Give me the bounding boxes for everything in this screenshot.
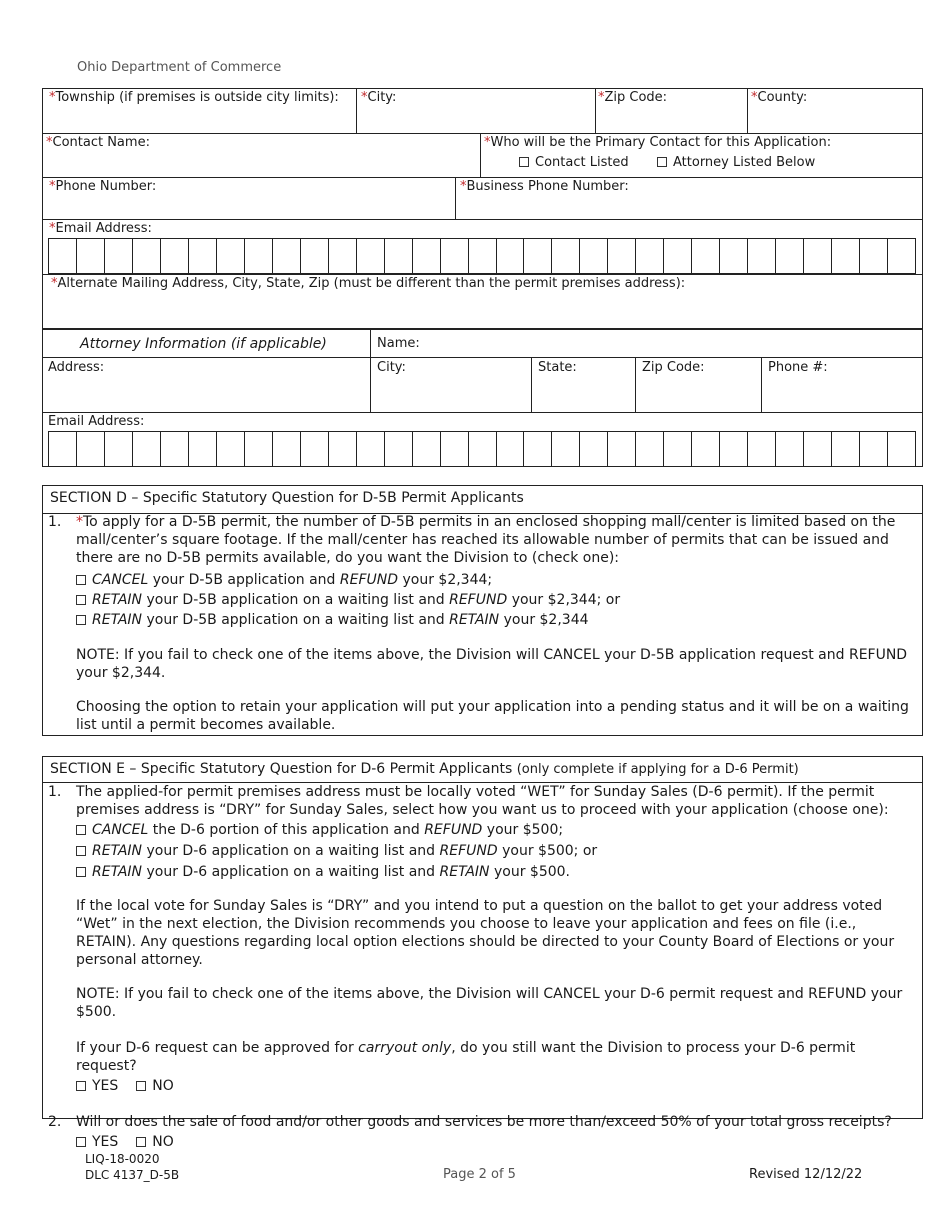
attorney-email-label: Email Address:: [48, 414, 145, 429]
attorney-state-field[interactable]: State:: [538, 360, 577, 375]
d-option-retain-retain[interactable]: RETAIN your D-5B application on a waiting list and RETAIN your $2,344: [42, 610, 912, 630]
contact-listed-checkbox[interactable]: [519, 157, 529, 167]
d-option-retain-refund[interactable]: RETAIN your D-5B application on a waiting list and REFUND your $2,344; or: [42, 590, 912, 610]
attorney-address-field[interactable]: Address:: [48, 360, 105, 375]
attorney-listed-checkbox[interactable]: [657, 157, 667, 167]
carryout-no-option[interactable]: NO: [136, 1078, 174, 1094]
section-e-title: SECTION E – Specific Statutory Question for D-6 Permit Applicants (only complete if applying for a D-6 Permit): [50, 761, 799, 777]
d-retain-retain-checkbox[interactable]: [76, 615, 86, 625]
section-e-question-1: The applied-for permit premises address must be locally voted “WET” for Sunday Sales (D-6 permit). If the permit premises address is “DRY” for Sunday Sales, select how you want us to proceed with your application (choose one):: [76, 784, 889, 818]
contact-info-block: [42, 88, 923, 329]
food-sales-yes-option[interactable]: YES: [76, 1134, 118, 1150]
food-sales-yes-checkbox[interactable]: [76, 1137, 86, 1147]
phone-field[interactable]: *Phone Number:: [49, 179, 157, 194]
business-phone-label: Business Phone Number:: [466, 179, 629, 194]
alt-mailing-label: Alternate Mailing Address, City, State, Zip (must be different than the permit premises address):: [57, 276, 686, 291]
e-retain-retain-checkbox[interactable]: [76, 867, 86, 877]
carryout-yes-option[interactable]: YES: [76, 1078, 118, 1094]
contact-name-label: Contact Name:: [52, 135, 150, 150]
city-label: City:: [367, 90, 397, 105]
attorney-zip-field[interactable]: Zip Code:: [642, 360, 705, 375]
carryout-no-checkbox[interactable]: [136, 1081, 146, 1091]
section-e-local-vote: If the local vote for Sunday Sales is “DRY” and you intend to put a question on the ballot to get your address voted “Wet” in the next election, the Division recommends you choose to leave your application and fees on file (i.e., RETAIN). Any questions regarding local option elections should be directed to your County Board of Elections or your personal attorney.: [76, 898, 895, 968]
attorney-email-input-grid[interactable]: [48, 431, 916, 467]
section-d-body: 1. *To apply for a D-5B permit, the number of D-5B permits in an enclosed shopping mall/center is limited based on the mall/center’s square footage. If the mall/center has reached its allowable number of permits that can be issued and there are no D-5B permits available, do you want the Division to (check one): CANCEL your D-5B application and REFUND your $2,344; RETAIN your D-5B application on a waiting list and REFUND your $2,344; or RETAIN your D-5B application on a waiting list and RETAIN your $2,344 NOTE: If you fail to check one of the items above, the Division will CANCEL your D-5B application request and REFUND your $2,344. Choosing the option to retain your application will put your application into a pending status and it will be on a waiting list until a permit becomes available.: [42, 513, 912, 734]
section-d-note: NOTE: If you fail to check one of the items above, the Division will CANCEL your D-5B application request and REFUND your $2,344.: [76, 647, 908, 681]
section-e-note: NOTE: If you fail to check one of the items above, the Division will CANCEL your D-6 permit request and REFUND your $500.: [76, 986, 903, 1020]
city-field[interactable]: *City:: [361, 90, 397, 105]
contact-name-field[interactable]: *Contact Name:: [46, 135, 150, 150]
attorney-name-field[interactable]: Name:: [377, 336, 420, 351]
attorney-phone-field[interactable]: Phone #:: [768, 360, 828, 375]
e-retain-refund-checkbox[interactable]: [76, 846, 86, 856]
e-option-retain-refund[interactable]: RETAIN your D-6 application on a waiting list and REFUND your $500; or: [42, 841, 912, 862]
township-label: Township (if premises is outside city limits):: [55, 90, 339, 105]
footer-form-id: LIQ-18-0020: [85, 1152, 160, 1166]
food-sales-answer-row: [42, 1133, 912, 1151]
business-phone-field[interactable]: *Business Phone Number:: [460, 179, 629, 194]
d-retain-refund-checkbox[interactable]: [76, 595, 86, 605]
section-e-carryout-question: If your D-6 request can be approved for carryout only, do you still want the Division to process your D-6 permit request?: [76, 1040, 856, 1074]
county-field[interactable]: *County:: [751, 90, 808, 105]
primary-contact-question: *Who will be the Primary Contact for this Application:: [484, 135, 832, 150]
e-cancel-refund-checkbox[interactable]: [76, 825, 86, 835]
carryout-yes-checkbox[interactable]: [76, 1081, 86, 1091]
attorney-section-title: Attorney Information (if applicable): [80, 336, 327, 352]
email-label: Email Address:: [55, 221, 152, 236]
department-name: Ohio Department of Commerce: [77, 60, 282, 75]
footer-page-number: Page 2 of 5: [443, 1167, 516, 1182]
food-sales-no-option[interactable]: NO: [136, 1134, 174, 1150]
alt-mailing-field[interactable]: *Alternate Mailing Address, City, State, Zip (must be different than the permit premises address):: [51, 276, 686, 291]
section-e-body: 1. The applied-for permit premises address must be locally voted “WET” for Sunday Sales (D-6 permit). If the permit premises address is “DRY” for Sunday Sales, select how you want us to proceed with your application (choose one): CANCEL the D-6 portion of this application and REFUND your $500; RETAIN your D-6 application on a waiting list and REFUND your $500; or RETAIN your D-6 application on a waiting list and RETAIN your $500. If the local vote for Sunday Sales is “DRY” and you intend to put a question on the ballot to get your address voted “Wet” in the next election, the Division recommends you choose to leave your application and fees on file (i.e., RETAIN). Any questions regarding local option elections should be directed to your County Board of Elections or your personal attorney. NOTE: If you fail to check one of the items above, the Division will CANCEL your D-6 permit request and REFUND your $500. If your D-6 request can be approved for carryout only, do you still want the Division to process your D-6 permit request? YES NO 2. Will or does the sale of food and/or other goods and services be more than/exceed 50% of your total gross receipts? YES NO: [42, 783, 912, 1151]
attorney-listed-option[interactable]: Attorney Listed Below: [657, 155, 815, 171]
contact-listed-option[interactable]: Contact Listed: [519, 155, 629, 171]
phone-label: Phone Number:: [55, 179, 157, 194]
zip-label: Zip Code:: [604, 90, 668, 105]
d-option-cancel-refund[interactable]: CANCEL your D-5B application and REFUND your $2,344;: [42, 570, 912, 590]
e-option-retain-retain[interactable]: RETAIN your D-6 application on a waiting list and RETAIN your $500.: [42, 862, 912, 883]
attorney-city-field[interactable]: City:: [377, 360, 406, 375]
carryout-answer-row: [42, 1077, 912, 1095]
footer-form-code: DLC 4137_D-5B: [85, 1168, 180, 1182]
section-e-question-2: Will or does the sale of food and/or other goods and services be more than/exceed 50% of your total gross receipts?: [76, 1114, 892, 1130]
section-d-title: SECTION D – Specific Statutory Question for D-5B Permit Applicants: [50, 490, 524, 506]
email-label-wrap: *Email Address:: [49, 221, 152, 236]
county-label: County:: [757, 90, 808, 105]
section-d-question: To apply for a D-5B permit, the number of D-5B permits in an enclosed shopping mall/center is limited based on the mall/center’s square footage. If the mall/center has reached its allowable number of permits that can be issued and there are no D-5B permits available, do you want the Division to (check one):: [76, 514, 896, 566]
e-option-cancel-refund[interactable]: CANCEL the D-6 portion of this application and REFUND your $500;: [42, 820, 912, 841]
section-d-choosing: Choosing the option to retain your application will put your application into a pending status and it will be on a waiting list until a permit becomes available.: [76, 699, 909, 733]
zip-field[interactable]: *Zip Code:: [598, 90, 668, 105]
food-sales-no-checkbox[interactable]: [136, 1137, 146, 1147]
d-cancel-refund-checkbox[interactable]: [76, 575, 86, 585]
email-input-grid[interactable]: [48, 238, 916, 274]
township-field[interactable]: *Township (if premises is outside city limits):: [49, 90, 339, 105]
footer-revised-date: Revised 12/12/22: [749, 1167, 863, 1182]
